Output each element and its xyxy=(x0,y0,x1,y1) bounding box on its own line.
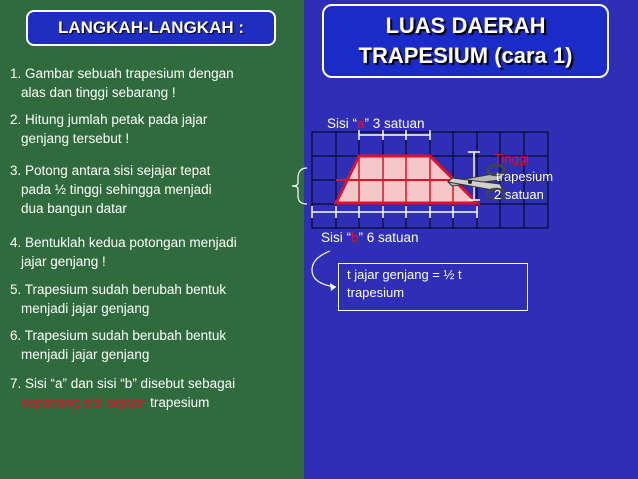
step-6: 6. Trapesium sudah berubah bentuk menjadi jajar genjang xyxy=(10,328,227,362)
side-b-measure xyxy=(312,206,477,218)
highlight-text: sepasang sisi sejajar xyxy=(21,395,147,410)
slide-title-line1: LUAS DAERAH xyxy=(385,13,546,38)
side-b-label: Sisi “b” 6 satuan xyxy=(321,230,419,245)
step-1: 1. Gambar sebuah trapesium dengan alas dan tinggi sebarang ! xyxy=(10,66,234,100)
note-box: t jajar genjang = ½ t trapesium xyxy=(338,263,528,311)
pointer-line xyxy=(312,251,336,287)
step-2: 2. Hitung jumlah petak pada jajar genjang tersebut ! xyxy=(10,112,208,146)
slide-title-line2: TRAPESIUM (cara 1) xyxy=(358,43,573,68)
step-4: 4. Bentuklah kedua potongan menjadi jajar genjang ! xyxy=(10,235,237,269)
height-measure xyxy=(468,152,480,200)
steps-header: LANGKAH-LANGKAH : xyxy=(26,10,276,46)
step-7: 7. Sisi “a” dan sisi “b” disebut sebagai sepasang sisi sejajar trapesium xyxy=(10,376,236,410)
brace xyxy=(292,168,307,204)
step-3: 3. Potong antara sisi sejajar tepat pada ½ tinggi sehingga menjadi dua bangun datar xyxy=(10,163,212,216)
step-5: 5. Trapesium sudah berubah bentuk menjadi jajar genjang xyxy=(10,282,227,316)
height-label: Tinggi trapesium 2 satuan xyxy=(494,151,554,202)
side-a-label: Sisi “a” 3 satuan xyxy=(327,116,425,131)
